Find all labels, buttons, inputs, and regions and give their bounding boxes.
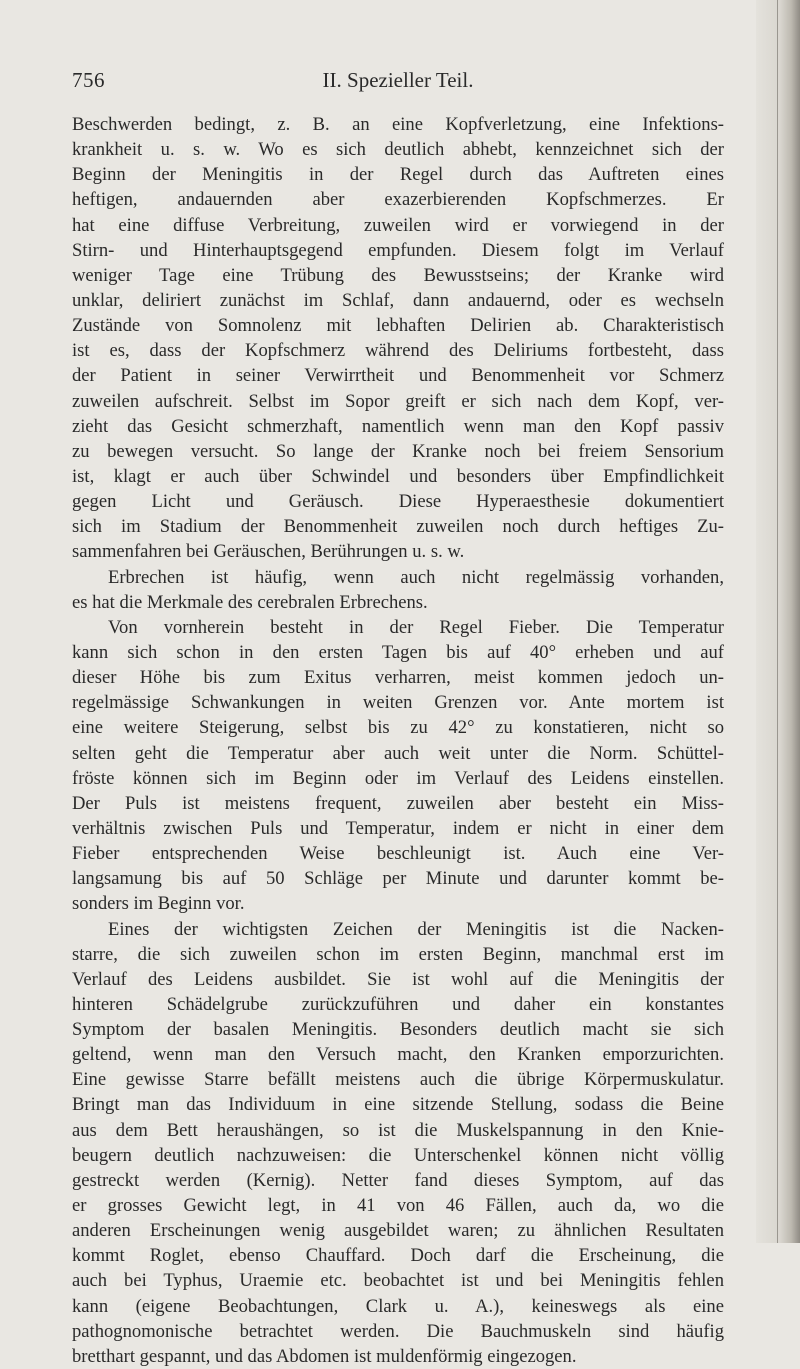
text-line: Eine gewisse Starre befällt meistens auch die übrige Körpermuskulatur. (72, 1067, 724, 1092)
page-edge-shadow (756, 0, 800, 1243)
text-line: ist, klagt er auch über Schwindel und besonders über Empfindlichkeit (72, 464, 724, 489)
text-line: gestreckt werden (Kernig). Netter fand dieses Symptom, auf das (72, 1168, 724, 1193)
text-line: er grosses Gewicht legt, in 41 von 46 Fällen, auch da, wo die (72, 1193, 724, 1218)
text-line: geltend, wenn man den Versuch macht, den Kranken emporzurichten. (72, 1042, 724, 1067)
text-line: sonders im Beginn vor. (72, 891, 724, 916)
text-line: zuweilen aufschreit. Selbst im Sopor greift er sich nach dem Kopf, ver- (72, 389, 724, 414)
text-line: hat eine diffuse Verbreitung, zuweilen wird er vorwiegend in der (72, 213, 724, 238)
text-line: zu bewegen versucht. So lange der Kranke noch bei freiem Sensorium (72, 439, 724, 464)
text-line: Beschwerden bedingt, z. B. an eine Kopfverletzung, eine Infektions- (72, 112, 724, 137)
text-line: dieser Höhe bis zum Exitus verharren, meist kommen jedoch un- (72, 665, 724, 690)
text-line: der Patient in seiner Verwirrtheit und Benommenheit vor Schmerz (72, 363, 724, 388)
text-line: Der Puls ist meistens frequent, zuweilen aber besteht ein Miss- (72, 791, 724, 816)
text-line: hinteren Schädelgrube zurückzuführen und daher ein konstantes (72, 992, 724, 1017)
text-line: Fieber entsprechenden Weise beschleunigt ist. Auch eine Ver- (72, 841, 724, 866)
page-header (72, 68, 724, 94)
text-line: gegen Licht und Geräusch. Diese Hyperaesthesie dokumentiert (72, 489, 724, 514)
text-line: sammenfahren bei Geräuschen, Berührungen u. s. w. (72, 539, 724, 564)
text-line: ist es, dass der Kopfschmerz während des Deliriums fortbesteht, dass (72, 338, 724, 363)
text-line: auch bei Typhus, Uraemie etc. beobachtet ist und bei Meningitis fehlen (72, 1268, 724, 1293)
text-line: verhältnis zwischen Puls und Temperatur, indem er nicht in einer dem (72, 816, 724, 841)
text-line: weniger Tage eine Trübung des Bewusstseins; der Kranke wird (72, 263, 724, 288)
text-line: aus dem Bett heraushängen, so ist die Muskelspannung in den Knie- (72, 1118, 724, 1143)
page-number: 756 (72, 68, 105, 93)
page-edge-line (777, 0, 778, 1243)
text-line: bretthart gespannt, und das Abdomen ist muldenförmig eingezogen. (72, 1344, 724, 1369)
text-line: starre, die sich zuweilen schon im ersten Beginn, manchmal erst im (72, 942, 724, 967)
text-line: Eines der wichtigsten Zeichen der Meningitis ist die Nacken- (72, 917, 724, 942)
body-text (72, 112, 724, 1369)
text-line: selten geht die Temperatur aber auch weit unter die Norm. Schüttel- (72, 741, 724, 766)
paragraph (72, 917, 724, 1369)
text-line: beugern deutlich nachzuweisen: die Unterschenkel können nicht völlig (72, 1143, 724, 1168)
text-line: kann sich schon in den ersten Tagen bis auf 40° erheben und auf (72, 640, 724, 665)
running-head: II. Spezieller Teil. (72, 68, 724, 93)
text-line: heftigen, andauernden aber exazerbierenden Kopfschmerzes. Er (72, 187, 724, 212)
paragraph (72, 615, 724, 917)
text-line: anderen Erscheinungen wenig ausgebildet waren; zu ähnlichen Resultaten (72, 1218, 724, 1243)
text-line: kommt Roglet, ebenso Chauffard. Doch darf die Erscheinung, die (72, 1243, 724, 1268)
text-line: Erbrechen ist häufig, wenn auch nicht regelmässig vorhanden, (72, 565, 724, 590)
text-line: Verlauf des Leidens ausbildet. Sie ist wohl auf die Meningitis der (72, 967, 724, 992)
text-line: es hat die Merkmale des cerebralen Erbrechens. (72, 590, 724, 615)
text-line: Beginn der Meningitis in der Regel durch das Auftreten eines (72, 162, 724, 187)
text-line: kann (eigene Beobachtungen, Clark u. A.), keineswegs als eine (72, 1294, 724, 1319)
text-line: Symptom der basalen Meningitis. Besonders deutlich macht sie sich (72, 1017, 724, 1042)
paragraph (72, 112, 724, 565)
text-line: eine weitere Steigerung, selbst bis zu 42° zu konstatieren, nicht so (72, 715, 724, 740)
text-line: Stirn- und Hinterhauptsgegend empfunden. Diesem folgt im Verlauf (72, 238, 724, 263)
text-line: Zustände von Somnolenz mit lebhaften Delirien ab. Charakteristisch (72, 313, 724, 338)
text-line: krankheit u. s. w. Wo es sich deutlich abhebt, kennzeichnet sich der (72, 137, 724, 162)
text-line: sich im Stadium der Benommenheit zuweilen noch durch heftiges Zu- (72, 514, 724, 539)
text-line: langsamung bis auf 50 Schläge per Minute und darunter kommt be- (72, 866, 724, 891)
text-line: zieht das Gesicht schmerzhaft, namentlich wenn man den Kopf passiv (72, 414, 724, 439)
paragraph (72, 565, 724, 615)
text-line: Von vornherein besteht in der Regel Fieber. Die Temperatur (72, 615, 724, 640)
text-line: unklar, deliriert zunächst im Schlaf, dann andauernd, oder es wechseln (72, 288, 724, 313)
text-line: Bringt man das Individuum in eine sitzende Stellung, sodass die Beine (72, 1092, 724, 1117)
text-line: pathognomonische betrachtet werden. Die Bauchmuskeln sind häufig (72, 1319, 724, 1344)
text-line: regelmässige Schwankungen in weiten Grenzen vor. Ante mortem ist (72, 690, 724, 715)
text-line: fröste können sich im Beginn oder im Verlauf des Leidens einstellen. (72, 766, 724, 791)
